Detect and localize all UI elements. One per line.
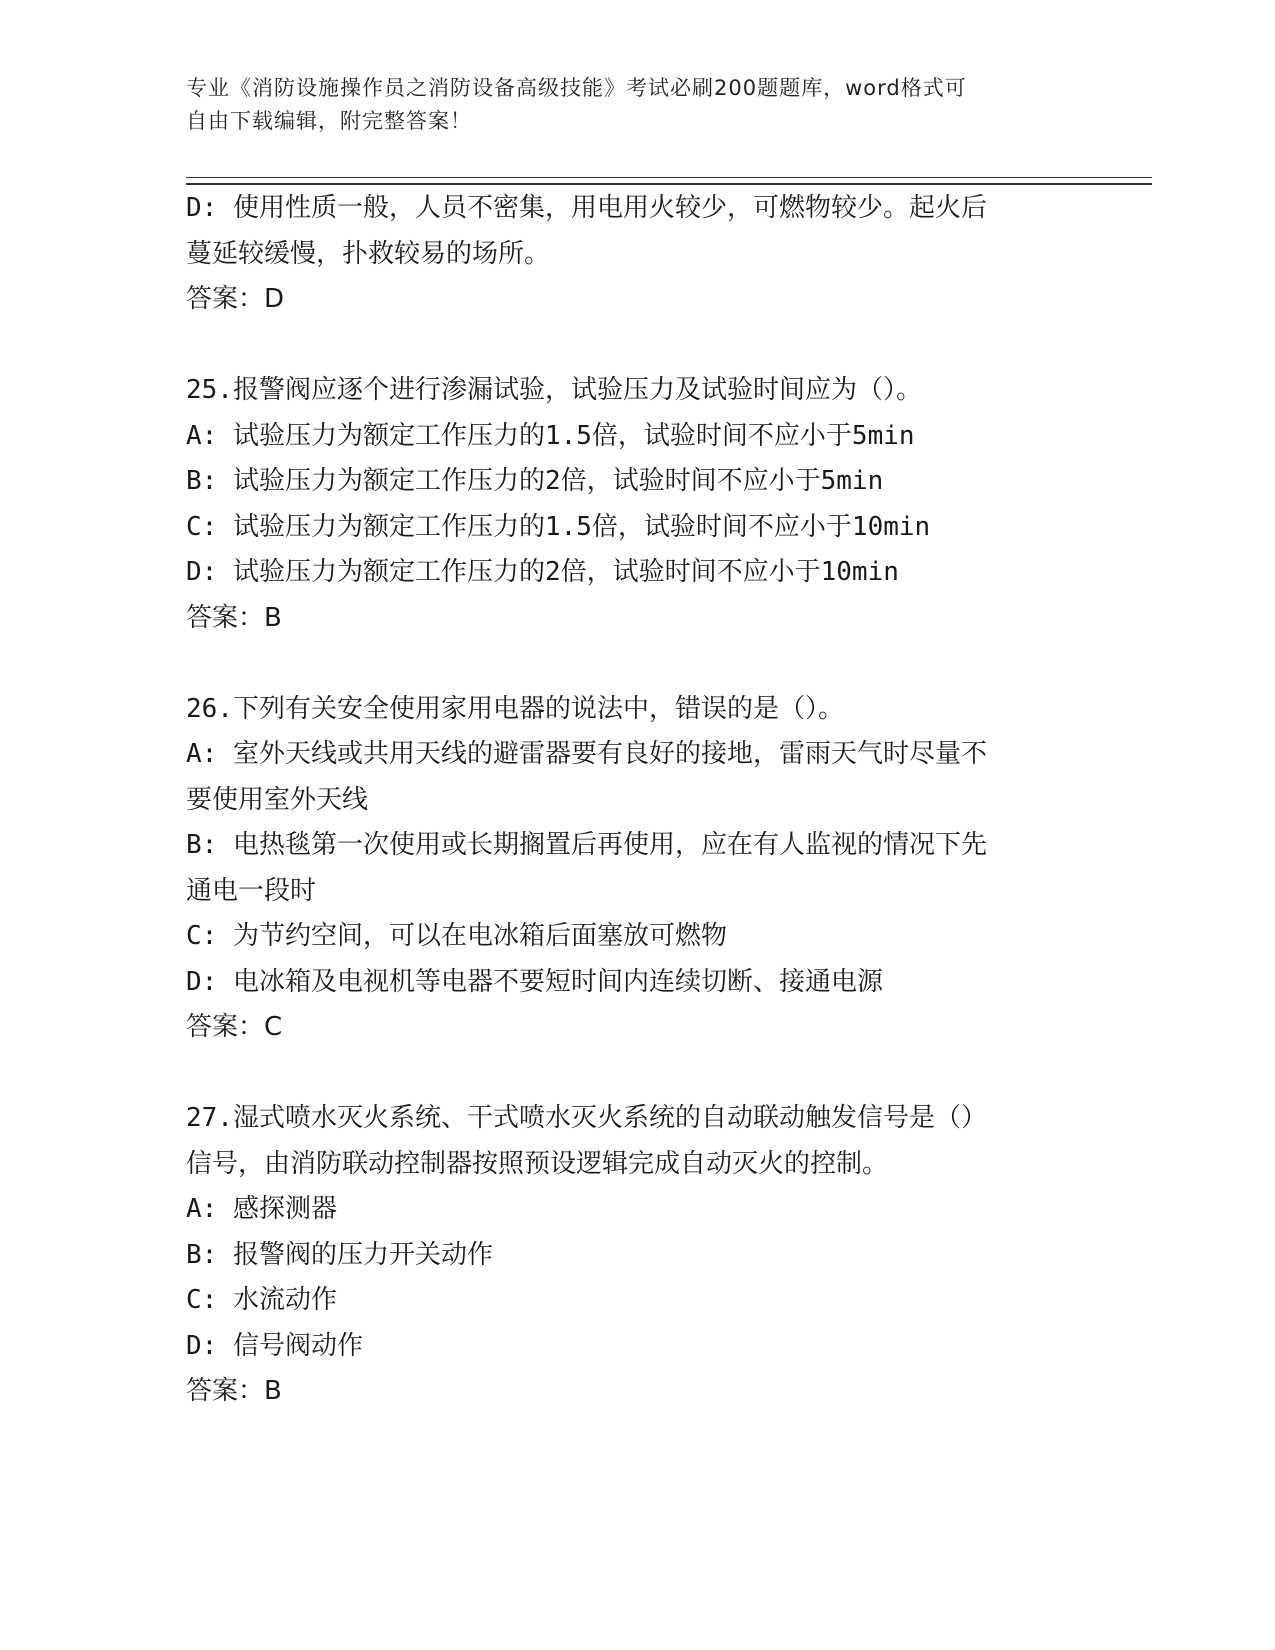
option-a: A: 感探测器 [186,1194,337,1224]
option-d-continued: 蔓延较缓慢，扑救较易的场所。 [186,238,551,269]
question-stem: 27.湿式喷水灭火系统、干式喷水灭火系统的自动联动触发信号是（） [186,1103,987,1133]
answer: 答案：B [186,602,282,633]
question-block [186,368,1086,641]
option-b: B: 电热毯第一次使用或长期搁置后再使用，应在有人监视的情况下先 [186,830,987,860]
answer: 答案：D [186,284,285,314]
question-block [186,1096,1086,1415]
option-d: D: 电冰箱及电视机等电器不要短时间内连续切断、接通电源 [186,966,883,997]
option-a: A: 试验压力为额定工作压力的1.5倍，试验时间不应小于5min [186,420,915,451]
question-block [186,687,1086,1051]
option-d: D: 使用性质一般，人员不密集，用电用火较少，可燃物较少。起火后 [186,193,987,223]
question-list [186,186,1086,1415]
answer: 答案：C [186,1012,283,1042]
question-stem: 26.下列有关安全使用家用电器的说法中，错误的是（）。 [186,693,844,724]
option-b-continued: 通电一段时 [186,875,317,906]
question-stem: 25.报警阀应逐个进行渗漏试验，试验压力及试验时间应为（）。 [186,375,922,405]
header-line: 专业《消防设施操作员之消防设备高级技能》考试必刷200题题库，word格式可 [186,76,967,100]
question-stem-continued: 信号，由消防联动控制器按照预设逻辑完成自动灭火的控制。 [186,1148,889,1179]
option-a-continued: 要使用室外天线 [186,784,369,815]
option-c: C: 试验压力为额定工作压力的1.5倍，试验时间不应小于10min [186,511,931,542]
option-d: D: 信号阀动作 [186,1330,363,1361]
option-c: C: 为节约空间，可以在电冰箱后面塞放可燃物 [186,921,727,951]
answer: 答案：B [186,1376,282,1406]
option-c: C: 水流动作 [186,1285,337,1315]
option-b: B: 试验压力为额定工作压力的2倍，试验时间不应小于5min [186,466,884,496]
question-block [186,186,1086,323]
header-line: 自由下载编辑，附完整答案！ [186,109,472,133]
option-a: A: 室外天线或共用天线的避雷器要有良好的接地，雷雨天气时尽量不 [186,739,987,769]
option-b: B: 报警阀的压力开关动作 [186,1239,493,1270]
header-divider [186,177,1152,185]
option-d: D: 试验压力为额定工作压力的2倍，试验时间不应小于10min [186,557,899,587]
document-header [186,72,1086,138]
